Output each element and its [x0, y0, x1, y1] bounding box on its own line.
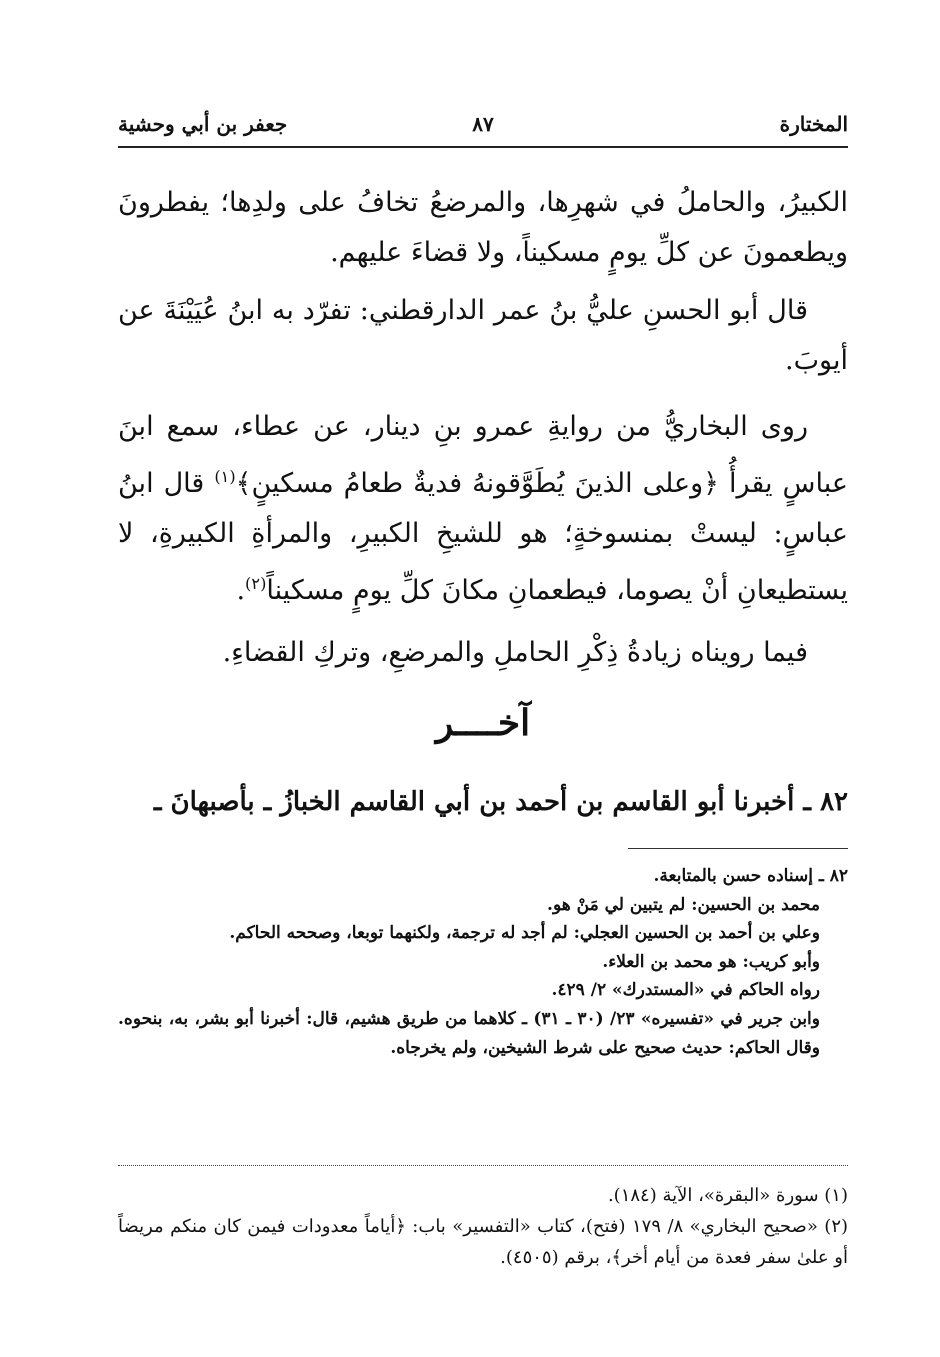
header-chapter-title: جعفر بن أبي وحشية	[118, 112, 288, 136]
paragraph-3-part-a: روى البخاريُّ من روايةِ عمرو بنِ دينار، عن عطاء، سمع ابنَ عباسٍ يقرأُ ﴿وعلى الذينَ يُطَوَّقونهُ فديةٌ طعامُ مسكينٍ﴾	[118, 411, 848, 499]
running-header	[118, 112, 848, 144]
commentary-note: وأبو كريب: هو محمد بن العلاء.	[602, 951, 820, 972]
footnote-2: (٢) «صحيح البخاري» ٨/ ١٧٩ (فتح)، كتاب «التفسير» باب: ﴿أياماً معدودات فيمن كان منكم مريضاً أو علىٰ سفر فعدة من أيام أخر﴾، برقم (٤٥٠٥).	[118, 1216, 849, 1268]
footnote-separator	[118, 1165, 848, 1166]
page-number: ٨٧	[472, 112, 494, 136]
footnote-1: (١) سورة «البقرة»، الآية (١٨٤).	[607, 1185, 848, 1206]
footnote-ref-1: (١)	[214, 467, 236, 486]
paragraph-3-part-c: .	[236, 575, 246, 606]
main-text	[118, 178, 848, 678]
footnote-ref-2: (٢)	[245, 574, 267, 593]
paragraph-1: الكبيرُ، والحاملُ في شهرِها، والمرضعُ تخافُ على ولدِها؛ يفطرونَ ويطعمونَ عن كلِّ يومٍ مسكيناً، ولا قضاءَ عليهم.	[118, 187, 848, 268]
commentary-note: رواه الحاكم في «المستدرك» ٢/ ٤٢٩.	[551, 980, 820, 1001]
commentary-notes	[118, 862, 848, 1062]
commentary-note: ٨٢ ـ إسناده حسن بالمتابعة.	[653, 866, 848, 886]
paragraph-3-part-b: قال ابنُ عباسٍ: ليستْ بمنسوخةٍ؛ هو للشيخِ الكبيرِ، والمرأةِ الكبيرةِ، لا يستطيعانِ أنْ يصوما، فيطعمانِ مكانَ كلِّ يومٍ مسكيناً	[118, 468, 848, 606]
header-book-title: المختارة	[779, 112, 848, 136]
commentary-rule	[628, 848, 848, 849]
commentary-note: محمد بن الحسين: لم يتبين لي مَنْ هو.	[547, 894, 820, 915]
header-rule	[118, 146, 848, 148]
paragraph-3	[118, 402, 848, 616]
paragraph-4: فيما رويناه زيادةُ ذِكْرِ الحاملِ والمرضعِ، وتركِ القضاءِ.	[222, 637, 808, 668]
section-heading: آخــــر	[435, 702, 531, 744]
paragraph-2: قال أبو الحسنِ عليُّ بنُ عمر الدارقطني: تفرّد به ابنُ عُيَيْنَةَ عن أيوبَ.	[118, 295, 848, 376]
footnotes	[118, 1180, 848, 1273]
commentary-note: وابن جرير في «تفسيره» ٢٣/ (٣٠ ـ ٣١) ـ كلاهما من طريق هشيم، قال: أخبرنا أبو بشر، به، بنحوه. وقال الحاكم: حديث صحيح على شرط الشيخين، ولم يخرجاه.	[118, 1008, 820, 1058]
hadith-chain-line: ٨٢ ـ أخبرنا أبو القاسم بن أحمد بن أبي القاسم الخبازُ ـ بأصبهانَ ـ	[153, 787, 848, 817]
commentary-note: وعلي بن أحمد بن الحسين العجلي: لم أجد له ترجمة، ولكنهما توبعا، وصححه الحاكم.	[229, 923, 820, 944]
